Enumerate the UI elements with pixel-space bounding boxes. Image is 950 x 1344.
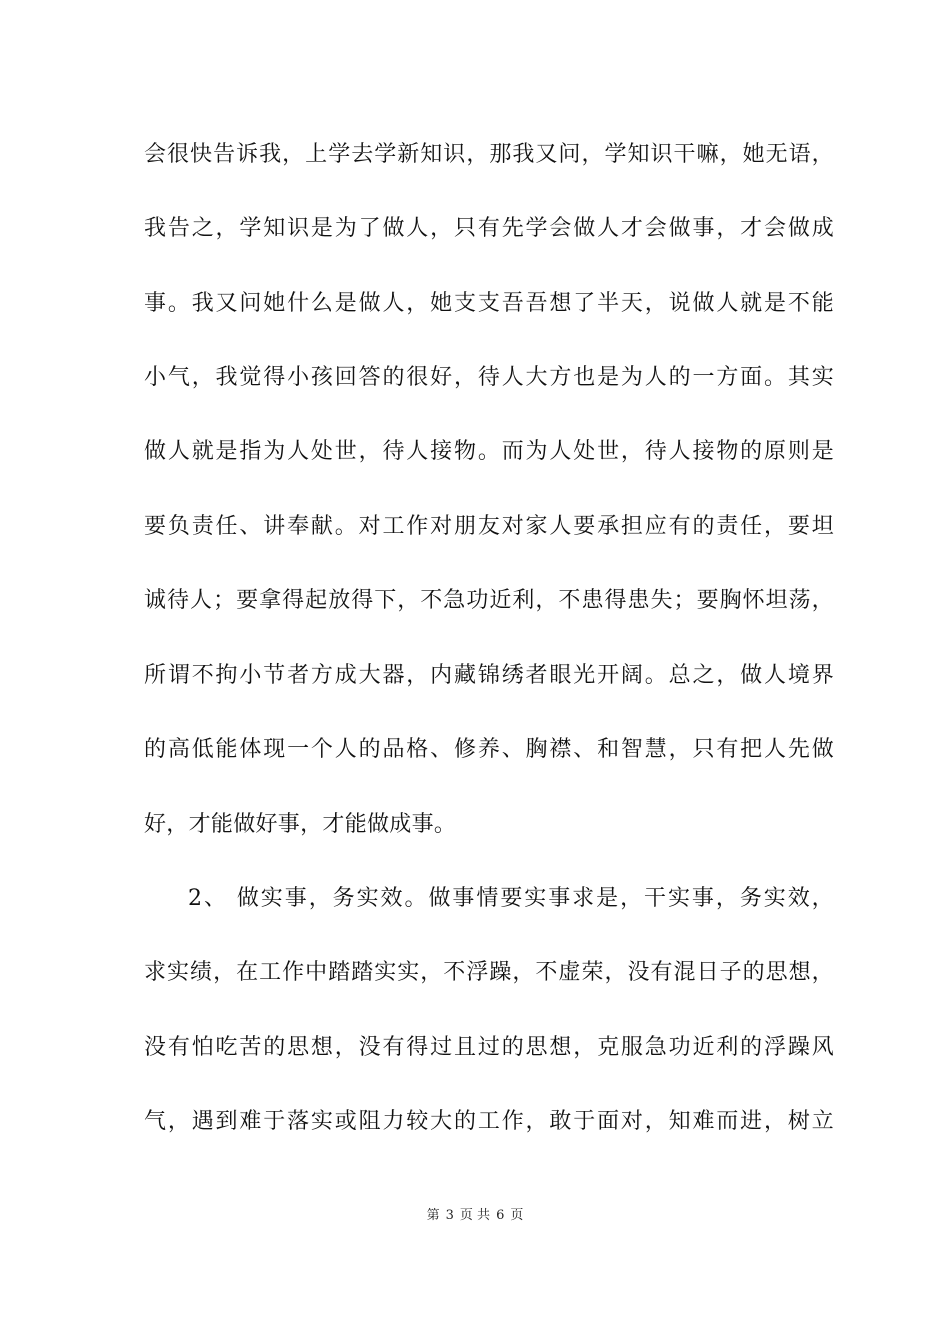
text-line-2: 我告之，学知识是为了做人，只有先学会做人才会做事，才会做成 — [144, 216, 834, 241]
text-line-13: 没有怕吃苦的思想，没有得过且过的思想，克服急功近利的浮躁风 — [144, 1035, 834, 1060]
footer-total-pages: 6 — [496, 1208, 505, 1223]
text-line-14: 气，遇到难于落实或阻力较大的工作，敢于面对，知难而进，树立 — [144, 1109, 834, 1134]
footer-suffix: 页 — [510, 1208, 524, 1223]
footer-prefix: 第 — [426, 1208, 440, 1223]
footer-middle: 页 共 — [459, 1208, 491, 1223]
footer-current-page: 3 — [445, 1208, 454, 1223]
text-line-9: 的高低能体现一个人的品格、修养、胸襟、和智慧，只有把人先做 — [144, 737, 834, 762]
text-line-5: 做人就是指为人处世，待人接物。而为人处世，待人接物的原则是 — [144, 439, 834, 464]
text-line-6: 要负责任、讲奉献。对工作对朋友对家人要承担应有的责任，要坦 — [144, 514, 834, 539]
text-line-3: 事。我又问她什么是做人，她支支吾吾想了半天，说做人就是不能 — [144, 291, 834, 316]
text-line-7: 诚待人；要拿得起放得下，不急功近利，不患得患失；要胸怀坦荡， — [144, 588, 834, 613]
text-line-12: 求实绩，在工作中踏踏实实，不浮躁，不虚荣，没有混日子的思想， — [144, 960, 834, 985]
text-line-1: 会很快告诉我，上学去学新知识，那我又问，学知识干嘛，她无语， — [144, 142, 834, 167]
text-line-4: 小气，我觉得小孩回答的很好，待人大方也是为人的一方面。其实 — [144, 365, 834, 390]
page-footer — [0, 1207, 950, 1225]
text-line-8: 所谓不拘小节者方成大器，内藏锦绣者眼光开阔。总之，做人境界 — [144, 663, 834, 688]
text-line-10: 好，才能做好事，才能做成事。 — [144, 812, 457, 837]
paragraph-2-line-1: 2、 做实事，务实效。做事情要实事求是，干实事，务实效， — [188, 886, 834, 911]
